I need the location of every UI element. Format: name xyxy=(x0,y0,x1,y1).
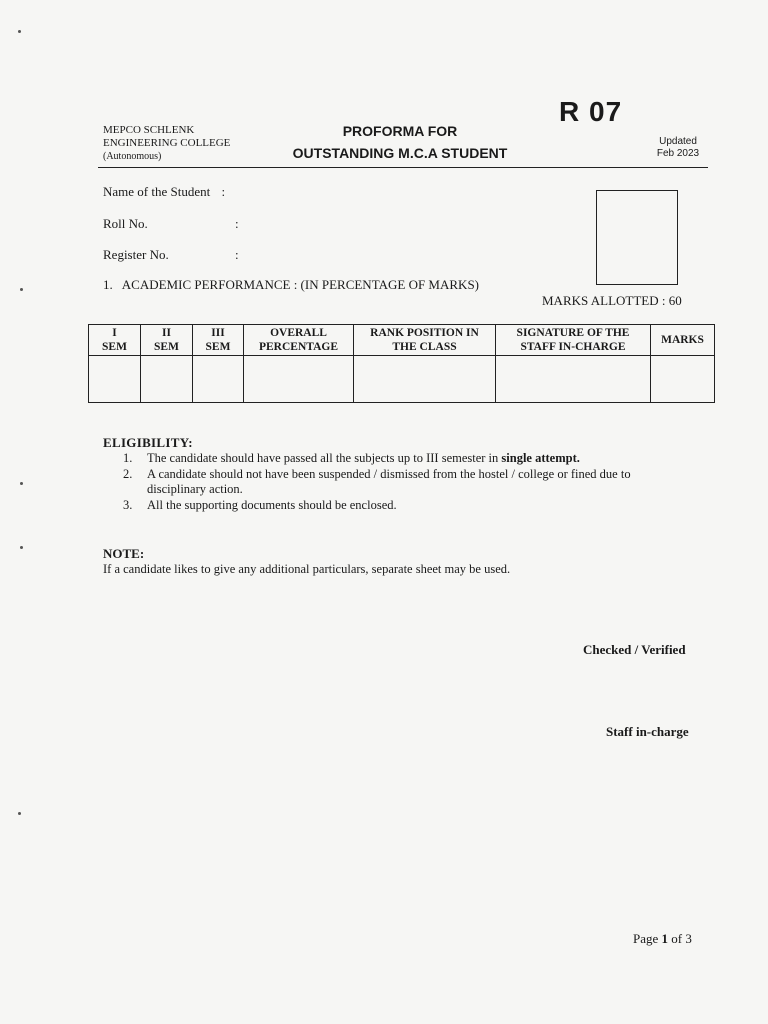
item-text: The candidate should have passed all the subjects up to III semester in xyxy=(147,451,502,465)
field-roll-no xyxy=(103,216,148,232)
page-number: Page 1 of 3 xyxy=(633,931,692,946)
item-text: A candidate should not have been suspended / dismissed from the hostel / college or fined due to disciplinary action. xyxy=(147,466,631,496)
title-line: PROFORMA FOR xyxy=(342,123,458,139)
note-text: If a candidate likes to give any additional particulars, separate sheet may be used. xyxy=(103,562,511,576)
list-item: 3. All the supporting documents should be enclosed. xyxy=(103,498,703,514)
header-staff-signature: SIGNATURE OF THE STAFF IN-CHARGE xyxy=(496,325,651,356)
header-sem-3: III SEM xyxy=(193,325,244,356)
field-label: Roll No. xyxy=(103,216,148,231)
college-line: ENGINEERING COLLEGE xyxy=(103,137,231,149)
field-register-no xyxy=(103,247,169,263)
eligibility-heading: ELIGIBILITY: xyxy=(103,435,193,450)
field-label: Name of the Student xyxy=(103,184,211,199)
table-cell[interactable] xyxy=(193,356,244,403)
college-line: MEPCO SCHLENK xyxy=(103,124,195,136)
header-sem-2: II SEM xyxy=(141,325,193,356)
form-title xyxy=(250,120,550,164)
updated-date: Feb 2023 xyxy=(656,148,700,159)
table-cell[interactable] xyxy=(244,356,354,403)
note-heading: NOTE: xyxy=(103,546,145,561)
header-rank-position: RANK POSITION IN THE CLASS xyxy=(354,325,496,356)
college-line: (Autonomous) xyxy=(103,151,162,162)
header-sem-1: I SEM xyxy=(89,325,141,356)
checked-verified-label: Checked / Verified xyxy=(583,642,686,657)
scan-speck xyxy=(18,812,21,815)
section-heading: 1. ACADEMIC PERFORMANCE : (IN PERCENTAGE OF MARKS) xyxy=(103,277,479,292)
eligibility-list xyxy=(103,451,703,513)
table-header-row xyxy=(89,325,715,356)
scan-speck xyxy=(20,482,23,485)
field-colon: : xyxy=(235,247,239,262)
table-cell[interactable] xyxy=(651,356,715,403)
table-cell[interactable] xyxy=(354,356,496,403)
table-cell[interactable] xyxy=(141,356,193,403)
staff-incharge-label: Staff in-charge xyxy=(606,724,689,739)
academic-performance-table xyxy=(88,324,715,403)
scan-speck xyxy=(18,30,21,33)
table-row xyxy=(89,356,715,403)
updated-stamp xyxy=(650,136,706,160)
item-text: All the supporting documents should be enclosed. xyxy=(147,497,397,512)
field-colon: : xyxy=(235,216,239,231)
updated-label: Updated xyxy=(659,136,697,147)
list-item: 2. A candidate should not have been suspended / dismissed from the hostel / college or fined due to disciplinary action. xyxy=(103,467,703,498)
header-marks: MARKS xyxy=(651,325,715,356)
form-code: R 07 xyxy=(559,96,623,127)
marks-allotted: MARKS ALLOTTED : 60 xyxy=(542,293,682,308)
scan-speck xyxy=(20,288,23,291)
item-bold-text: single attempt. xyxy=(501,451,580,465)
field-student-name xyxy=(103,184,225,200)
scan-speck xyxy=(20,546,23,549)
college-name xyxy=(103,124,230,163)
field-colon: : xyxy=(221,184,226,199)
table-cell[interactable] xyxy=(89,356,141,403)
table-cell[interactable] xyxy=(496,356,651,403)
field-label: Register No. xyxy=(103,247,169,262)
title-line: OUTSTANDING M.C.A STUDENT xyxy=(292,145,508,161)
header-divider xyxy=(98,167,708,168)
header-overall-percentage: OVERALL PERCENTAGE xyxy=(244,325,354,356)
list-item: 1. The candidate should have passed all the subjects up to III semester in single attempt. xyxy=(123,451,580,465)
photo-box xyxy=(596,190,678,285)
